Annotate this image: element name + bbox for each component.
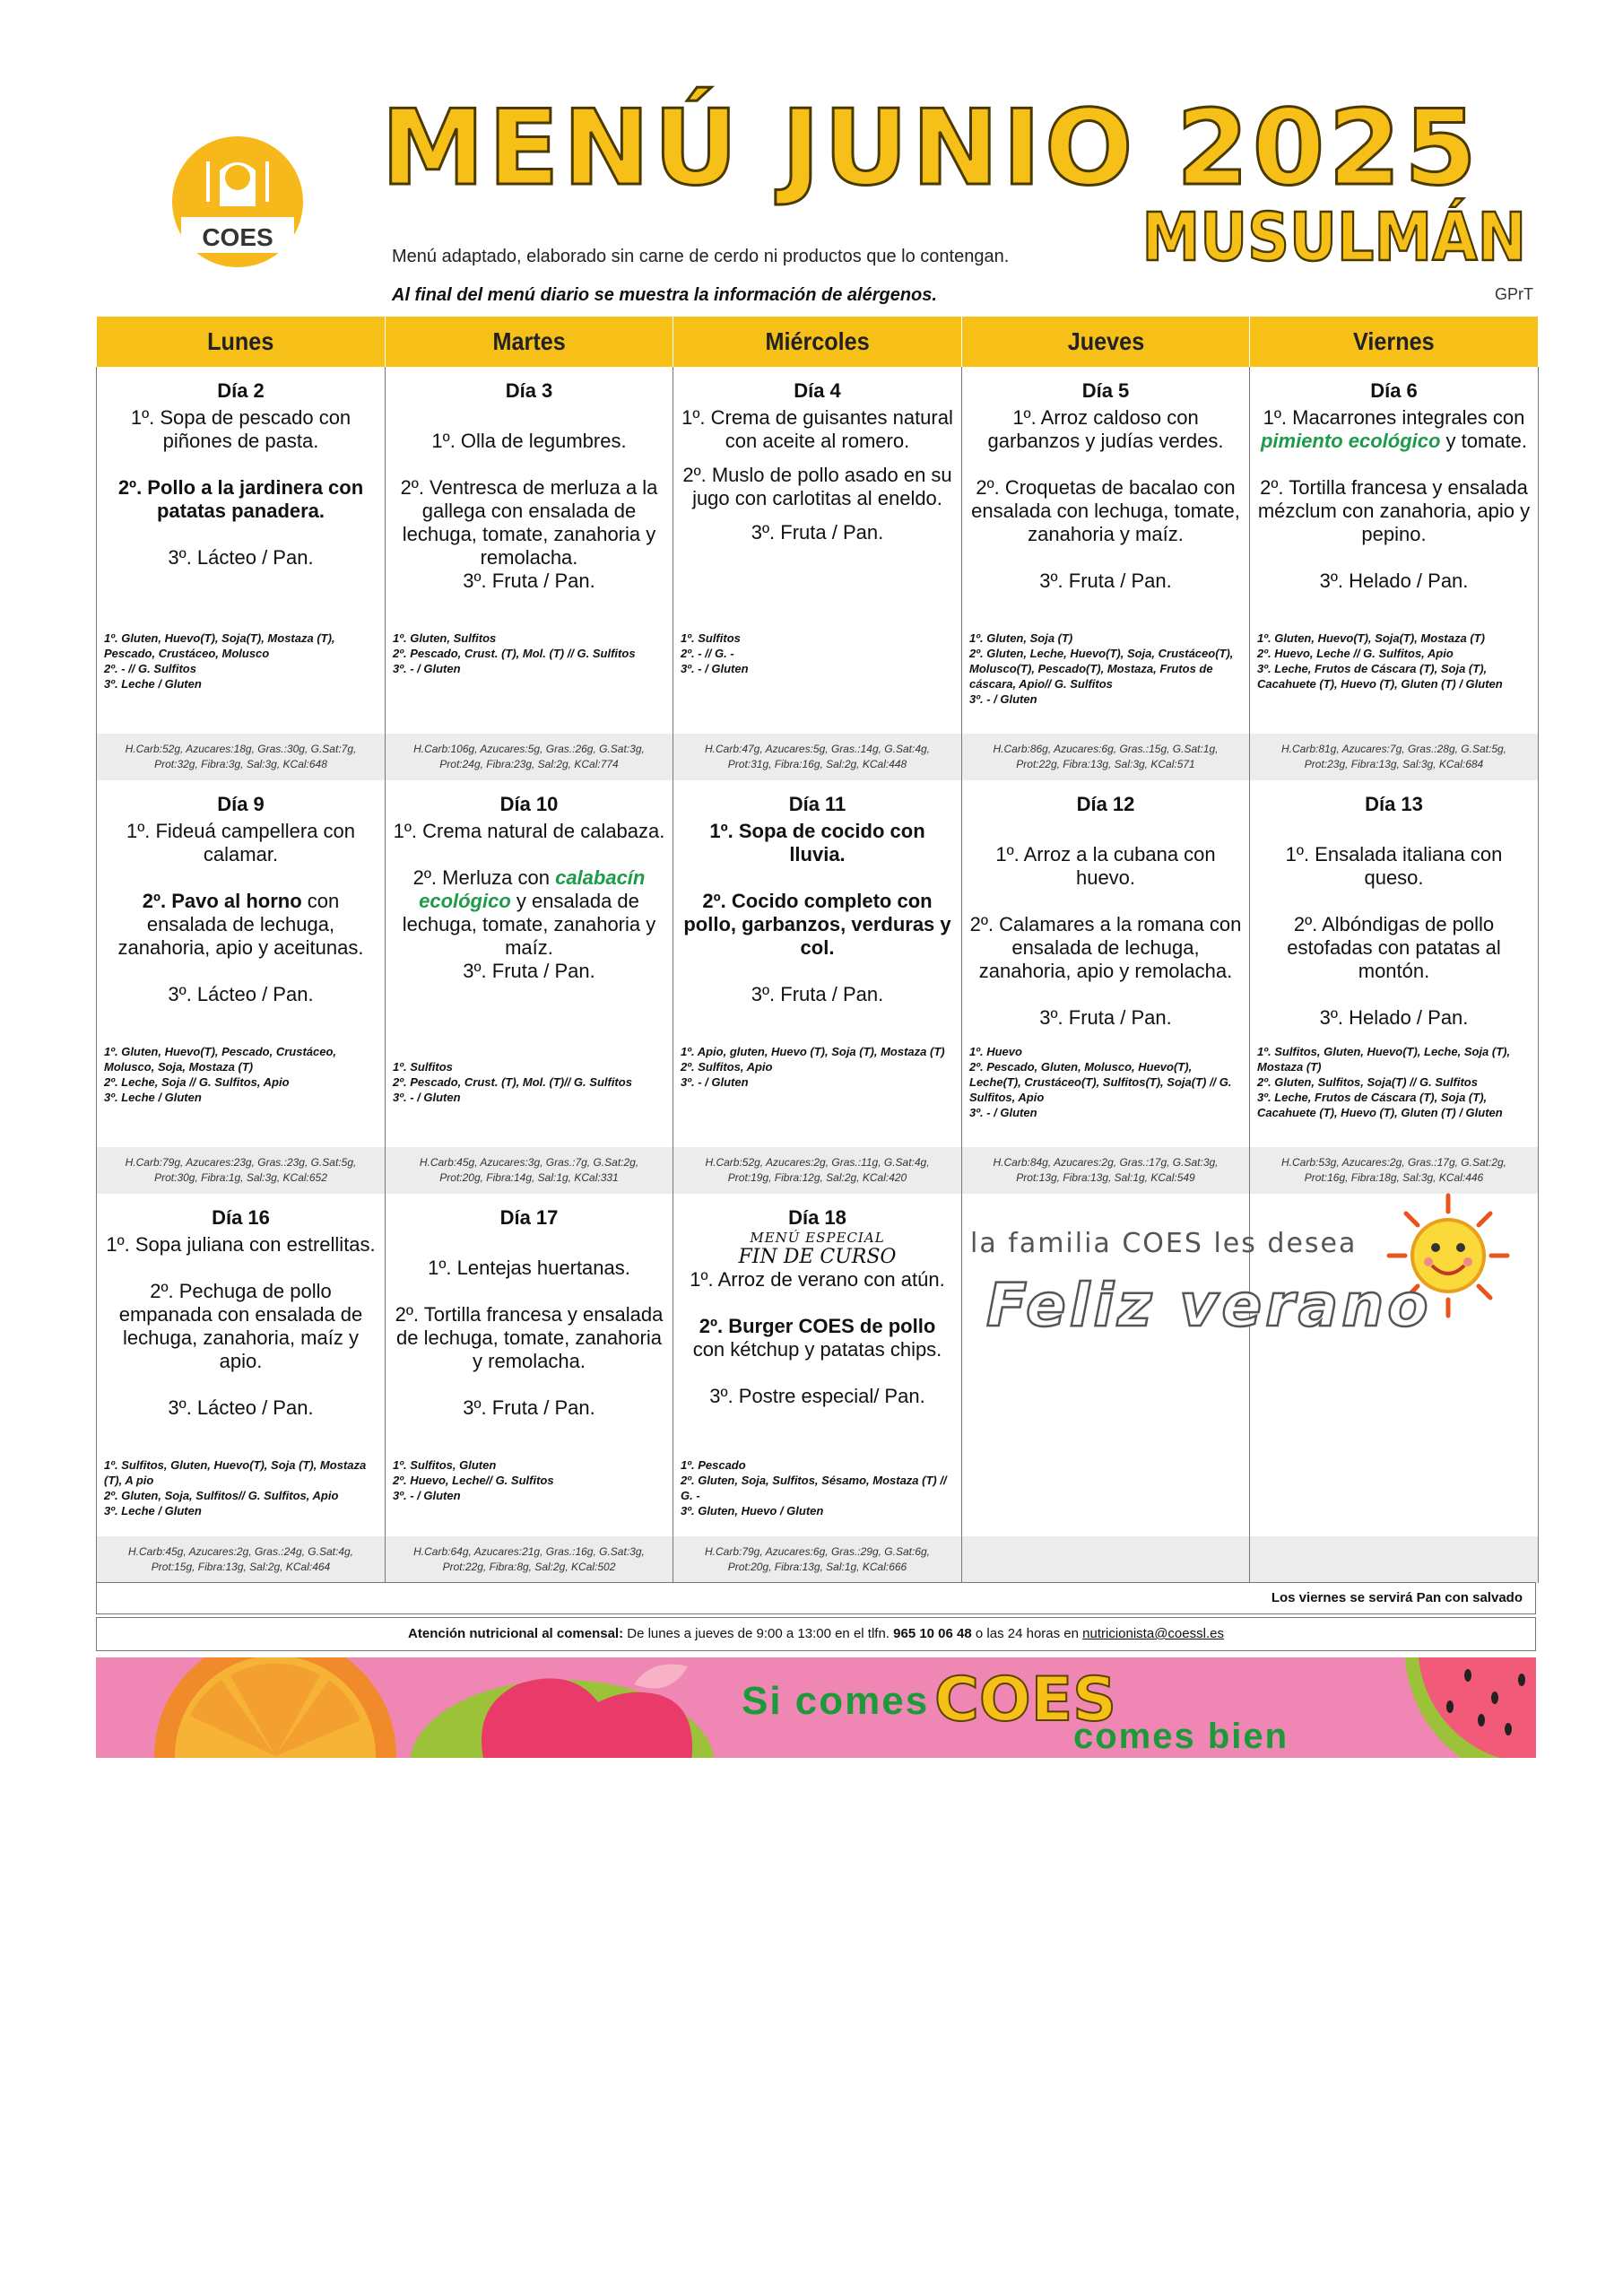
page-title: MENÚ JUNIO 2025: [381, 88, 1480, 209]
day-title: Día 10: [499, 793, 559, 815]
end-of-course-label: FIN DE CURSO: [738, 1246, 897, 1268]
feliz-verano-text: Feliz verano: [986, 1271, 1432, 1340]
first-course: 1º. Sopa de cocido con lluvia.: [709, 820, 925, 865]
day-title: Día 4: [794, 379, 841, 402]
day-cell: [97, 1194, 386, 1454]
first-course: 1º. Arroz caldoso con garbanzos y judías verdes.: [987, 406, 1224, 452]
eco-highlight: pimiento ecológico: [1260, 430, 1441, 452]
second-course: 2º. Burger COES de pollo con kétchup y patatas chips.: [692, 1315, 942, 1361]
third-course: 3º. Fruta / Pan.: [751, 983, 884, 1005]
first-course: 1º. Crema natural de calabaza.: [393, 820, 665, 842]
first-course: 1º. Arroz de verano con atún.: [690, 1268, 945, 1291]
day-cell: [673, 367, 962, 627]
second-course: 2º. Pechuga de pollo empanada con ensalada de lechuga, zanahoria, maíz y apio.: [118, 1280, 363, 1372]
day-cell: [97, 367, 386, 627]
banner-line1: Si comes: [742, 1679, 930, 1723]
allergen-cell: 1º. Gluten, Huevo(T), Soja(T), Mostaza (T) 2º. Huevo, Leche // G. Sulfitos, Apio 3º. Leche, Frutos de Cáscara (T), Soja (T), Cacahuete (T), Huevo (T), Gluten (T) / Gluten: [1250, 627, 1539, 734]
week-1-nutrition-row: [97, 734, 1539, 780]
second-course: 2º. Muslo de pollo asado en su jugo con carlotitas al eneldo.: [682, 464, 952, 509]
day-cell: [962, 367, 1250, 627]
second-course: 2º. Calamares a la romana con ensalada de lechuga, zanahoria, apio y remolacha.: [969, 913, 1242, 982]
email-link[interactable]: nutricionista@coessl.es: [1082, 1626, 1224, 1641]
first-course: 1º. Arroz a la cubana con huevo.: [995, 843, 1216, 889]
week-3-allergens-row: [97, 1454, 1539, 1536]
second-course: 2º. Tortilla francesa y ensalada mézclum con zanahoria, apio y pepino.: [1257, 476, 1531, 545]
first-course: 1º. Lentejas huertanas.: [428, 1257, 630, 1279]
nutrition-cell: H.Carb:79g, Azucares:6g, Gras.:29g, G.Sat:6g, Prot:20g, Fibra:13g, Sal:1g, KCal:666: [673, 1536, 962, 1583]
day-cell: [97, 780, 386, 1040]
day-cell: [386, 367, 673, 627]
second-course: 2º. Merluza con calabacín ecológico y ensalada de lechuga, tomate, zanahoria y maíz.: [402, 866, 656, 959]
third-course: 3º. Lácteo / Pan.: [168, 1396, 314, 1419]
coes-logo: [170, 135, 305, 269]
allergen-cell: 1º. Sulfitos 2º. - // G. - 3º. - / Gluten: [673, 627, 962, 734]
first-course: 1º. Olla de legumbres.: [431, 430, 627, 452]
nutrition-cell: H.Carb:45g, Azucares:2g, Gras.:24g, G.Sat:4g, Prot:15g, Fibra:13g, Sal:2g, KCal:464: [97, 1536, 386, 1583]
page-subtitle: MUSULMÁN: [1141, 199, 1526, 276]
week-3-nutrition-row: [97, 1536, 1539, 1583]
second-course: 2º. Ventresca de merluza a la gallega con ensalada de lechuga, tomate, zanahoria y remolacha.: [400, 476, 658, 569]
nutrition-cell: H.Carb:79g, Azucares:23g, Gras.:23g, G.Sat:5g, Prot:30g, Fibra:1g, Sal:3g, KCal:652: [97, 1147, 386, 1194]
day-cell: [673, 780, 962, 1040]
day-title: Día 16: [212, 1206, 270, 1229]
allergen-cell: 1º. Huevo 2º. Pescado, Gluten, Molusco, Huevo(T), Leche(T), Crustáceo(T), Sulfitos(T), Soja(T) // G. Sulfitos, Apio 3º. - / Gluten: [962, 1040, 1250, 1147]
allergen-cell: 1º. Gluten, Huevo(T), Soja(T), Mostaza (T), Pescado, Crustáceo, Molusco 2º. - // G. Sulfitos 3º. Leche / Gluten: [97, 627, 386, 734]
nutrition-cell: H.Carb:106g, Azucares:5g, Gras.:26g, G.Sat:3g, Prot:24g, Fibra:23g, Sal:2g, KCal:774: [386, 734, 673, 780]
banner-line2: comes bien: [1073, 1717, 1289, 1756]
third-course: 3º. Helado / Pan.: [1319, 1006, 1469, 1029]
allergen-cell: 1º. Gluten, Soja (T) 2º. Gluten, Leche, Huevo(T), Soja, Crustáceo(T), Molusco(T), Pescado(T), Mostaza, Frutos de cáscara, Apio// G. Sulfitos 3º. - / Gluten: [962, 627, 1250, 734]
special-menu-label: MENÚ ESPECIAL: [750, 1230, 885, 1246]
day-title: Día 5: [1081, 379, 1130, 402]
banner-brand: COES: [934, 1665, 1117, 1735]
phone-number: 965 10 06 48: [893, 1626, 972, 1641]
day-title: Día 2: [217, 379, 265, 402]
empty-nutrition-cell: [962, 1536, 1250, 1583]
week-2-allergens-row: [97, 1040, 1539, 1147]
day-cell: [673, 1194, 962, 1454]
allergen-cell: 1º. Pescado 2º. Gluten, Soja, Sulfitos, Sésamo, Mostaza (T) // G. - 3º. Gluten, Huevo / Gluten: [673, 1454, 962, 1536]
third-course: 3º. Fruta / Pan.: [463, 1396, 595, 1419]
empty-allergen-cell: [962, 1454, 1250, 1536]
week-1-allergens-row: [97, 627, 1539, 734]
second-course: 2º. Pollo a la jardinera con patatas panadera.: [117, 476, 364, 522]
menu-table: [96, 317, 1539, 1583]
day-title: Día 18: [788, 1206, 846, 1229]
day-title: Día 9: [217, 793, 265, 815]
allergen-cell: 1º. Sulfitos, Gluten 2º. Huevo, Leche// G. Sulfitos 3º. - / Gluten: [386, 1454, 673, 1536]
logo-text: COES: [202, 223, 273, 251]
nutrition-cell: H.Carb:53g, Azucares:2g, Gras.:17g, G.Sat:2g, Prot:16g, Fibra:18g, Sal:3g, KCal:446: [1250, 1147, 1539, 1194]
nutrition-cell: H.Carb:84g, Azucares:2g, Gras.:17g, G.Sat:3g, Prot:13g, Fibra:13g, Sal:1g, KCal:549: [962, 1147, 1250, 1194]
day-title: Día 12: [1076, 793, 1135, 815]
allergen-cell: 1º. Sulfitos, Gluten, Huevo(T), Leche, Soja (T), Mostaza (T) 2º. Gluten, Sulfitos, Soja(T) // G. Sulfitos 3º. Leche, Frutos de Cáscara (T), Soja (T), Cacahuete (T), Huevo (T), Gluten (T) / Gluten: [1250, 1040, 1539, 1147]
week-2-menu-row: [97, 780, 1539, 1040]
day-cell: [386, 1194, 673, 1454]
second-course: 2º. Albóndigas de pollo estofadas con patatas al montón.: [1287, 913, 1501, 982]
third-course: 3º. Fruta / Pan.: [1039, 570, 1172, 592]
day-title: Día 17: [499, 1206, 559, 1229]
second-course: 2º. Croquetas de bacalao con ensalada con lechuga, tomate, zanahoria y maíz.: [971, 476, 1240, 545]
third-course: 3º. Helado / Pan.: [1319, 570, 1469, 592]
allergen-note: Al final del menú diario se muestra la información de alérgenos.: [392, 285, 937, 305]
weekday-jueves: Jueves: [962, 317, 1250, 367]
nutrition-cell: H.Carb:52g, Azucares:18g, Gras.:30g, G.Sat:7g, Prot:32g, Fibra:3g, Sal:3g, KCal:648: [97, 734, 386, 780]
third-course: 3º. Postre especial/ Pan.: [709, 1385, 925, 1407]
weekday-miercoles: Miércoles: [673, 317, 962, 367]
day-title: Día 6: [1370, 379, 1418, 402]
day-title: Día 11: [788, 793, 846, 815]
nutrition-cell: H.Carb:64g, Azucares:21g, Gras.:16g, G.Sat:3g, Prot:22g, Fibra:8g, Sal:2g, KCal:502: [386, 1536, 673, 1583]
second-course: 2º. Cocido completo con pollo, garbanzos, verduras y col.: [683, 890, 951, 959]
third-course: 3º. Fruta / Pan.: [463, 570, 595, 592]
week-2-nutrition-row: [97, 1147, 1539, 1194]
first-course: 1º. Sopa de pescado con piñones de pasta.: [130, 406, 352, 452]
nutrition-cell: H.Carb:81g, Azucares:7g, Gras.:28g, G.Sat:5g, Prot:23g, Fibra:13g, Sal:3g, KCal:684: [1250, 734, 1539, 780]
third-course: 3º. Lácteo / Pan.: [168, 546, 314, 569]
empty-nutrition-cell: [1250, 1536, 1539, 1583]
weekday-header: [97, 317, 1539, 367]
nutrition-contact: Atención nutricional al comensal: De lunes a jueves de 9:00 a 13:00 en el tlfn. 965 10 06 48 o las 24 horas en nutricionista@coessl.es: [96, 1617, 1536, 1651]
bottom-banner: [96, 1657, 1536, 1758]
allergen-cell: 1º. Gluten, Huevo(T), Pescado, Crustáceo, Molusco, Soja, Mostaza (T) 2º. Leche, Soja // G. Sulfitos, Apio 3º. Leche / Gluten: [97, 1040, 386, 1147]
week-1-menu-row: [97, 367, 1539, 627]
first-course: 1º. Crema de guisantes natural con aceite al romero.: [681, 406, 953, 452]
farewell-line: la familia COES les desea: [970, 1228, 1358, 1259]
day-title: Día 3: [505, 379, 553, 402]
friday-bread-note: Los viernes se servirá Pan con salvado: [96, 1582, 1536, 1614]
empty-allergen-cell: [1250, 1454, 1539, 1536]
allergen-cell: 1º. Apio, gluten, Huevo (T), Soja (T), Mostaza (T) 2º. Sulfitos, Apio 3º. - / Gluten: [673, 1040, 962, 1147]
day-cell: [1250, 780, 1539, 1040]
nutrition-cell: H.Carb:52g, Azucares:2g, Gras.:11g, G.Sat:4g, Prot:19g, Fibra:12g, Sal:2g, KCal:420: [673, 1147, 962, 1194]
allergen-cell: 1º. Sulfitos, Gluten, Huevo(T), Soja (T), Mostaza (T), A pio 2º. Gluten, Soja, Sulfitos// G. Sulfitos, Apio 3º. Leche / Gluten: [97, 1454, 386, 1536]
document-code: GPrT: [1495, 285, 1533, 303]
summer-greeting: [968, 1188, 1533, 1368]
third-course: 3º. Fruta / Pan.: [463, 960, 595, 982]
eco-highlight: calabacín ecológico: [419, 866, 646, 912]
first-course: 1º. Macarrones integrales con pimiento ecológico y tomate.: [1260, 406, 1528, 452]
day-cell: [1250, 367, 1539, 627]
third-course: 3º. Fruta / Pan.: [751, 521, 884, 544]
intro-text: Menú adaptado, elaborado sin carne de cerdo ni productos que lo contengan.: [392, 247, 1010, 266]
allergen-cell: 1º. Gluten, Sulfitos 2º. Pescado, Crust. (T), Mol. (T) // G. Sulfitos 3º. - / Gluten: [386, 627, 673, 734]
allergen-cell: 1º. Sulfitos 2º. Pescado, Crust. (T), Mol. (T)// G. Sulfitos 3º. - / Gluten: [386, 1040, 673, 1147]
third-course: 3º. Fruta / Pan.: [1039, 1006, 1172, 1029]
day-cell: [962, 780, 1250, 1040]
weekday-viernes: Viernes: [1250, 317, 1539, 367]
third-course: 3º. Lácteo / Pan.: [168, 983, 314, 1005]
nutrition-cell: H.Carb:86g, Azucares:6g, Gras.:15g, G.Sat:1g, Prot:22g, Fibra:13g, Sal:3g, KCal:571: [962, 734, 1250, 780]
nutrition-cell: H.Carb:47g, Azucares:5g, Gras.:14g, G.Sat:4g, Prot:31g, Fibra:16g, Sal:2g, KCal:448: [673, 734, 962, 780]
weekday-lunes: Lunes: [97, 317, 386, 367]
nutrition-cell: H.Carb:45g, Azucares:3g, Gras.:7g, G.Sat:2g, Prot:20g, Fibra:14g, Sal:1g, KCal:331: [386, 1147, 673, 1194]
day-title: Día 13: [1365, 793, 1423, 815]
first-course: 1º. Fideuá campellera con calamar.: [126, 820, 356, 865]
second-course: 2º. Pavo al horno con ensalada de lechuga, zanahoria, apio y aceitunas.: [117, 890, 364, 959]
weekday-martes: Martes: [386, 317, 673, 367]
first-course: 1º. Sopa juliana con estrellitas.: [106, 1233, 376, 1256]
second-course: 2º. Tortilla francesa y ensalada de lechuga, tomate, zanahoria y remolacha.: [395, 1303, 664, 1372]
day-cell: [386, 780, 673, 1040]
first-course: 1º. Ensalada italiana con queso.: [1285, 843, 1503, 889]
